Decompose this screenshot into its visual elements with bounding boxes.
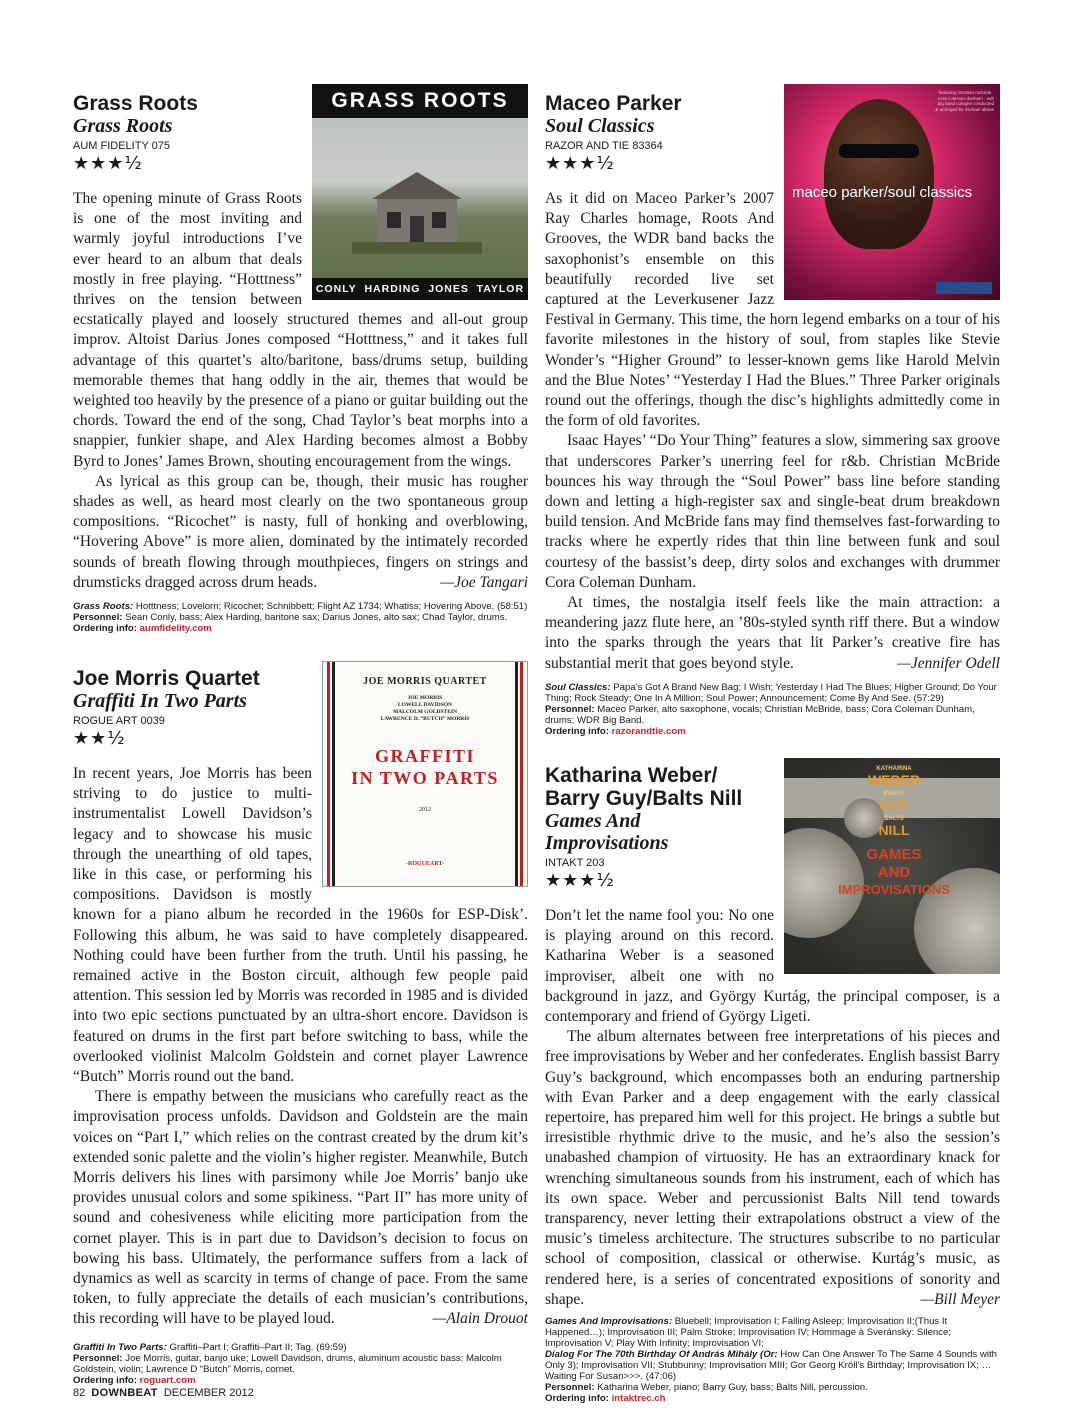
cover-name: WEBER bbox=[867, 772, 921, 788]
star-rating: ★★★½ bbox=[545, 153, 615, 174]
wdr-logo-icon bbox=[936, 282, 992, 294]
review-paragraph: Don’t let the name fool you: No one is playing around on this record. Katharina Weber is a seasoned improviser, albeit one with no background in jazz, and György Kurtág, the principal composer, is a contemporary and friend of György Ligeti. bbox=[545, 907, 1000, 1026]
star-rating: ★★★½ bbox=[545, 870, 615, 891]
tracks-title: Graffiti In Two Parts: bbox=[73, 1341, 167, 1353]
tracks-title: Games And Improvisations: bbox=[545, 1316, 673, 1328]
review-maceo-parker bbox=[545, 92, 1000, 737]
cover-name-small: BARRY bbox=[883, 791, 905, 797]
cover-name: CONLY bbox=[315, 283, 357, 295]
cover-stripe bbox=[332, 662, 335, 886]
magazine-name: DOWNBEAT bbox=[91, 1387, 158, 1399]
review-paragraph: Isaac Hayes’ “Do Your Thing” features a slow, simmering sax groove that underscores Parker’s unerring feel for r&b. Christian McBride bounces his way through the “Soul Power” bass line before standing down and letting a high-register sax and single-beat drum breakdown build tension. And McBride fans may find themselves fast-forwarding to tracks where he expertly rides that thin line between funk and soul courtesy of the bassist’s deep, dirty solos and exchanges with drummer Cora Coleman Dunham. bbox=[545, 432, 1000, 591]
cover-stripe bbox=[515, 662, 518, 886]
album-title: Graffiti In Two Parts bbox=[73, 690, 247, 712]
cover-stripe bbox=[327, 662, 330, 886]
artist-name: Katharina Weber/ Barry Guy/Balts Nill bbox=[545, 764, 743, 810]
star-rating: ★★★½ bbox=[73, 153, 143, 174]
review-grass-roots bbox=[73, 89, 528, 635]
cover-year: 2012 bbox=[419, 807, 431, 813]
track-list: Hotttness; Lovelorn; Ricochet; Schnibbett; Flight AZ 1734; Whatiss; Hovering Above. (58:51) bbox=[135, 601, 528, 613]
album-info bbox=[73, 601, 528, 634]
cover-name: NILL bbox=[878, 822, 910, 838]
cover-names: JOE MORRIS LOWELL DAVIDSON MALCOLM GOLDSTEIN LAWRENCE D. “BUTCH” MORRIS bbox=[380, 695, 470, 722]
track-list: Bluebell; Improvisation I; Falling Asleep; Improvisation II;(Thus It Happened…); Improvisation III; Palm Stroke; Improvisation IV; Hommage à Sveránsky: Silence; Improvisation V; Play With Infinity; Improvisation VI; bbox=[545, 1316, 951, 1350]
review-weber-guy-nill bbox=[545, 764, 1000, 1404]
tracks-title: Grass Roots: bbox=[73, 601, 134, 613]
cover-album-title: GRAFFITI IN TWO PARTS bbox=[351, 746, 499, 788]
personnel: Katharina Weber, piano; Barry Guy, bass; Balts Nill, percussion. bbox=[597, 1382, 868, 1394]
album-title: Games And Improvisations bbox=[545, 810, 669, 854]
byline: —Bill Meyer bbox=[920, 1290, 1000, 1308]
cover-title: maceo parker/soul classics bbox=[792, 184, 973, 201]
personnel-label: Personnel: bbox=[545, 1382, 595, 1394]
house-image bbox=[352, 164, 482, 254]
ordering-label: Ordering info: bbox=[545, 1393, 609, 1405]
album-info bbox=[545, 682, 1000, 737]
record-label: INTAKT 203 bbox=[545, 857, 605, 869]
artist-name: Grass Roots bbox=[73, 92, 198, 115]
cover-title: IMPROVISATIONS bbox=[838, 882, 950, 897]
review-paragraph: The opening minute of Grass Roots is one of the most inviting and warmly joyful introductions I’ve ever heard to an album that deals mostly in free playing. “Hotttness” thrives on the tension between ecstatically played and loosely structured themes and all-out group improv. Altoist Darius Jones composed “Hotttness,” and it takes full advantage of this quartet’s alto/baritone, bass/drums setup, building memorable themes that hang oddly in the air, themes that would be weighted too heavily by the presence of a piano or guitar building out the chords. Toward the end of the song, Chad Taylor’s beat morphs into a snappier, funkier shape, and Alex Harding becomes almost a Bobby Byrd to Jones’ James Brown, shouting encouragement from the wings. bbox=[73, 190, 528, 470]
ordering-label: Ordering info: bbox=[73, 623, 137, 635]
artist-name: Joe Morris Quartet bbox=[73, 667, 260, 690]
review-paragraph: There is empathy between the musicians who carefully react as the improvisation process unfolds. Davidson and Goldstein are the main voices on “Part I,” which relies on the contrast created by the drum kit’s extended sonic palette and the violin’s higher register. Meanwhile, Butch Morris delivers his lines with parsimony while Joe Morris’ banjo uke provides unusual colors and some spikiness. “Part II” has more unity of sound and cohesiveness while eliciting more participation from the cornet player. This is in part due to Davidson’s decision to focus on bowing his bass. Ultimately, the performance suffers from a lack of dynamics as well as scarcity in terms of change of pace. From the same token, to fully appreciate the details of each musician’s contributions, this recording will have to be played loud. —Alain Drouot bbox=[73, 1087, 528, 1329]
page-number: 82 bbox=[73, 1387, 86, 1399]
album-cover-games-and-improvisations bbox=[784, 758, 1000, 974]
album-cover-soul-classics bbox=[784, 84, 1000, 300]
byline: —Alain Drouot bbox=[432, 1310, 528, 1328]
album-info bbox=[545, 1316, 1000, 1404]
page-footer bbox=[73, 1387, 254, 1399]
cover-name: TAYLOR bbox=[476, 283, 525, 295]
album-cover-graffiti bbox=[322, 661, 528, 887]
cover-credits: featuring christian mcbride · cora coleman-dunham · wdr big band cologne conducted & arranged by michael abene bbox=[935, 90, 994, 112]
cover-name: JONES bbox=[428, 283, 469, 295]
personnel-label: Personnel: bbox=[73, 1352, 123, 1364]
ordering-link[interactable]: aumfidelity.com bbox=[139, 623, 212, 635]
personnel-label: Personnel: bbox=[545, 703, 595, 715]
cover-name-small: KATHARINA bbox=[876, 766, 912, 772]
album-title: Grass Roots bbox=[73, 115, 173, 137]
cover-publisher: -ROGUEART- bbox=[406, 861, 444, 867]
review-paragraph: In recent years, Joe Morris has been striving to do justice to multi-instrumentalist Lowell Davidson’s legacy and to showcase his music through the unearthing of old tapes, like in this case, or performing his compositions. Davidson is mostly known for a piano album he recorded in the 1960s for ESP-Disk’. Following this album, he was said to have completely disappeared. Nothing could have been further from the truth. Until his passing, he remained active in the Boston circuit, although few people paid attention. This session led by Morris was recorded in 1985 and is divided into two epic sections punctuated by an ultra-short encore. Davidson is featured on drums in the first part before switching to bass, while the overlooked violinist Malcolm Goldstein and cornet player Lawrence “Butch” Morris round out the band. bbox=[73, 765, 528, 1086]
cover-title: GRASS ROOTS bbox=[312, 84, 528, 118]
personnel: Sean Conly, bass; Alex Harding, baritone sax; Darius Jones, alto sax; Chad Taylor, drums. bbox=[125, 612, 508, 624]
ordering-label: Ordering info: bbox=[545, 725, 609, 737]
artist-name: Maceo Parker bbox=[545, 92, 682, 115]
portrait-image bbox=[824, 99, 934, 249]
cover-title: JOE MORRIS QUARTET bbox=[363, 676, 487, 687]
tracks-title: Soul Classics: bbox=[545, 681, 611, 693]
personnel: Joe Morris, guitar, banjo uke; Lowell Davidson, drums, aluminum acoustic bass; Malcolm Goldstein, violin; Lawrence D “Butch” Morris, cornet. bbox=[73, 1352, 502, 1375]
byline: —Jennifer Odell bbox=[897, 654, 1000, 672]
album-title: Soul Classics bbox=[545, 115, 655, 137]
track-list: Papa’s Got A Brand New Bag; I Wish; Yesterday I Had The Blues; Higher Ground; Do Your Thing; Rock Steady; One In A Million; Soul Power; Announcement; Come By And See. (57:29) bbox=[545, 681, 997, 704]
track-list: How Can One Answer To The Same 4 Sounds with Only 3); Improvisation VII; Stubbunny; Improvisation MIII; Gor Georg Kröll’s Birthday; Improvisation IX; …Waiting For Susan>>>. (47:06) bbox=[545, 1349, 997, 1383]
cover-name-small: BALTS bbox=[884, 816, 904, 822]
cover-title: GAMES bbox=[866, 846, 922, 863]
cover-text bbox=[339, 676, 511, 867]
album-info bbox=[73, 1342, 528, 1386]
ordering-label: Ordering info: bbox=[73, 1374, 137, 1386]
personnel-label: Personnel: bbox=[73, 612, 123, 624]
ordering-link[interactable]: roguart.com bbox=[139, 1374, 196, 1386]
album-cover-grass-roots bbox=[312, 84, 528, 300]
personnel: Maceo Parker, alto saxophone, vocals; Christian McBride, bass; Cora Coleman Dunham, drums; WDR Big Band. bbox=[545, 703, 975, 726]
sunglasses-image bbox=[839, 144, 919, 158]
cover-title: AND bbox=[877, 864, 911, 881]
record-label: ROGUE ART 0039 bbox=[73, 715, 165, 727]
track-list: Graffiti–Part I; Graffiti–Part II; Tag. (69:59) bbox=[169, 1341, 347, 1353]
tracks-title: Dialog For The 70th Birthday Of András Mihály (Or: bbox=[545, 1349, 778, 1361]
issue-date: DECEMBER 2012 bbox=[163, 1387, 254, 1399]
record-label: RAZOR AND TIE 83364 bbox=[545, 140, 663, 152]
review-paragraph: At times, the nostalgia itself feels like the main attraction: a meandering jazz flute here, an ’80s-styled synth riff there. But a window into the sparks through the years that lit Parker’s creative fire has substantial merit that goes beyond style. —Jennifer Odell bbox=[545, 593, 1000, 674]
review-paragraph: The album alternates between free interpretations of his pieces and free improvisations by Weber and her confederates. English bassist Barry Guy’s background, which encompasses both an enduring partnership with Evan Parker and a deep engagement with the early classical repertoire, has prepared him well for this project. He brings a subtle but irresistible rhythmic drive to the music, and he’s also the session’s unabashed champion of virtuosity. He has an extraordinary knack for wrenching simultaneous sounds from his instrument, each of which has its own space. Weber and percussionist Balts Nill tend towards transparency, never letting their extrapolations obstruct a view of the music’s timeless architecture. The structures subscribe to no particular school of composition, classical or otherwise. Kurtág’s music, as rendered here, is a series of concentrated expositions of sonority and shape. —Bill Meyer bbox=[545, 1027, 1000, 1310]
cover-stripe bbox=[520, 662, 523, 886]
star-rating: ★★½ bbox=[73, 728, 126, 749]
review-joe-morris bbox=[73, 667, 528, 1386]
record-label: AUM FIDELITY 075 bbox=[73, 140, 170, 152]
cover-names bbox=[312, 278, 528, 300]
ordering-link[interactable]: intaktrec.ch bbox=[611, 1393, 666, 1405]
cover-name: HARDING bbox=[364, 283, 421, 295]
ordering-link[interactable]: razorandtie.com bbox=[611, 725, 686, 737]
review-paragraph: As it did on Maceo Parker’s 2007 Ray Charles homage, Roots And Grooves, the WDR band backs the saxophonist’s ensemble on this beautifully recorded live set captured at the Leverkusener Jazz Festival in Germany. This time, the horn legend embarks on a tour of his favorite milestones in the history of soul, from staples like Stevie Wonder’s “Higher Ground” to lesser-known gems like Harold Melvin and the Blue Notes’ “Yesterday I Had the Blues.” Three Parker originals round out the offerings, though the disc’s highlights admittedly come in the form of old favorites. bbox=[545, 190, 1000, 430]
cover-name: GUY bbox=[878, 797, 910, 813]
review-paragraph: As lyrical as this group can be, though, their music has rougher shades as well, as heard most clearly on the two spontaneous group compositions. “Ricochet” is nasty, full of honking and overblowing, “Hovering Above” is more alien, dominated by the intimately recorded sounds of breath flowing through mouthpieces, fingers on strings and drumsticks dragged across drum heads. —Joe Tangari bbox=[73, 472, 528, 593]
byline: —Joe Tangari bbox=[440, 573, 528, 591]
